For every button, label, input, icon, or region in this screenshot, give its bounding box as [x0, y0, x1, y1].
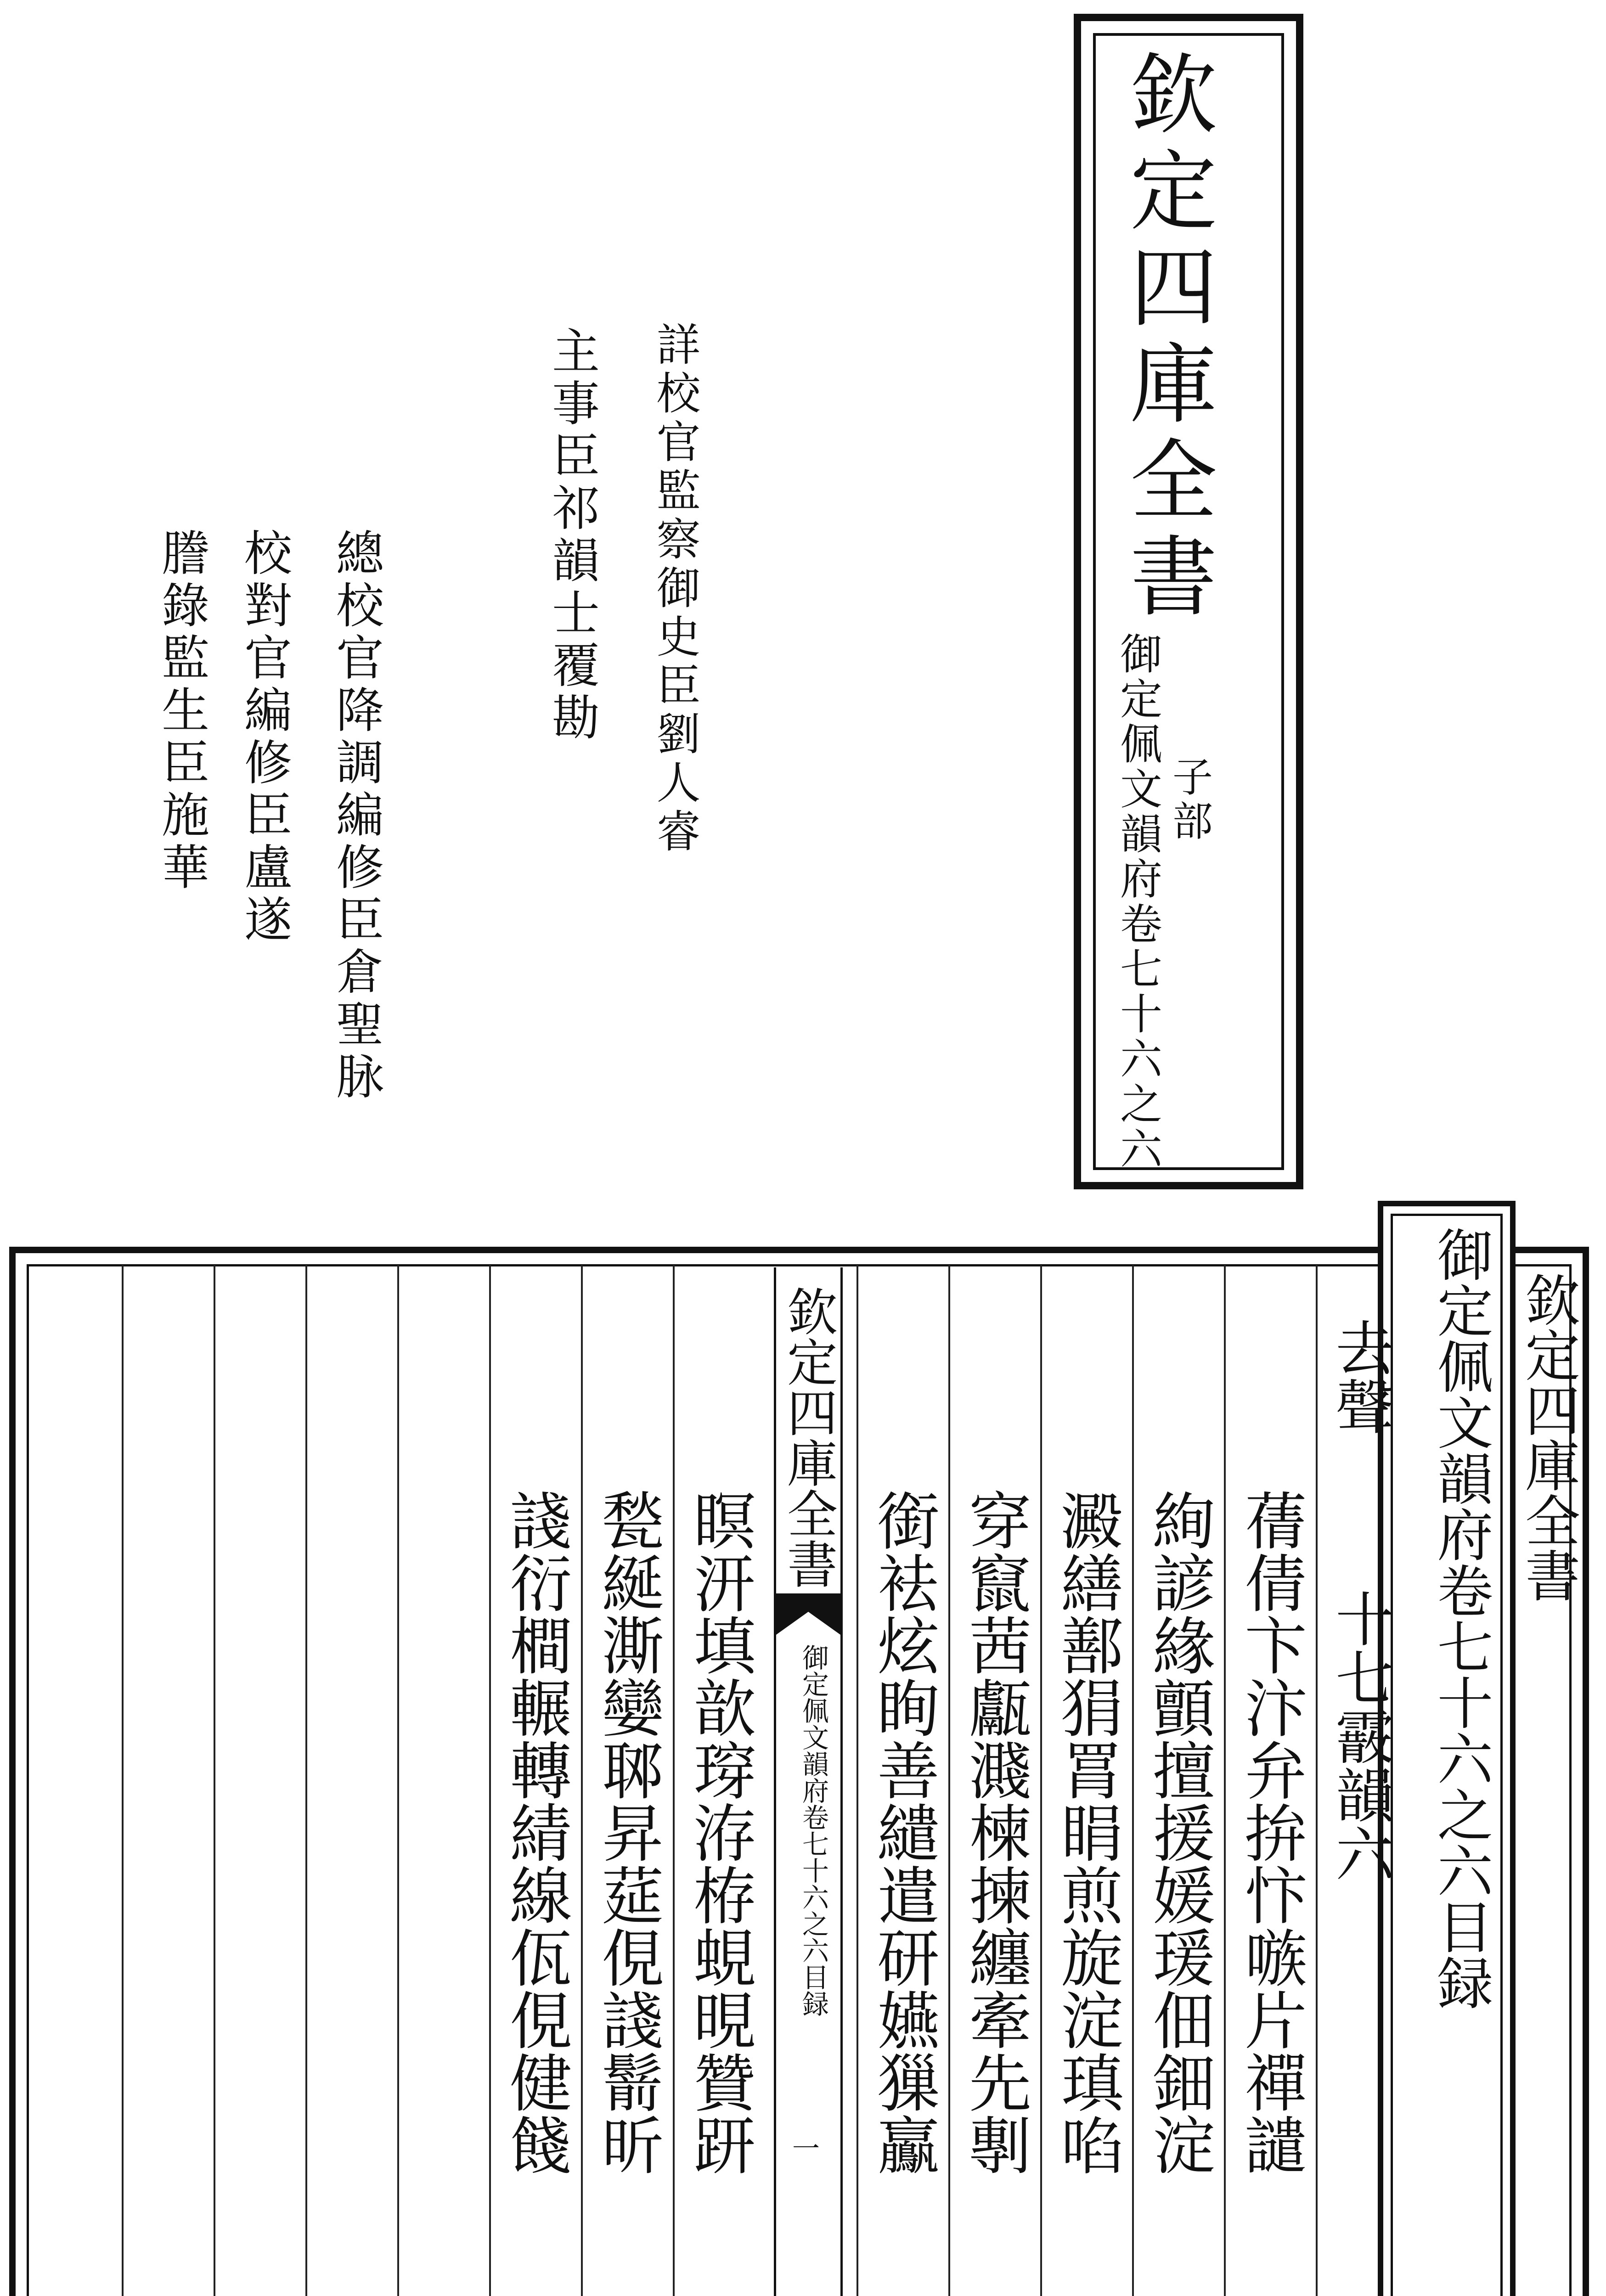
character-column: 絢諺緣顫擅援媛瑗佃鈿淀	[1142, 1489, 1214, 2176]
column-rule	[305, 1265, 307, 2296]
character-column: 澱繕鄯狷罥睊煎旋淀瑱啗	[1050, 1489, 1122, 2176]
title-slip	[1074, 14, 1303, 1189]
section-label: 子部	[1166, 756, 1213, 844]
column-rule	[397, 1265, 399, 2296]
column-rule	[214, 1265, 215, 2296]
center-volume-label: 御定佩文韻府卷七十六之六目録	[798, 1644, 829, 2017]
fishtail-mark	[776, 1593, 840, 1635]
center-book-title: 欽定四庫全書	[779, 1286, 838, 1589]
tone-heading: 去聲	[1325, 1318, 1394, 1435]
character-column: 蒨倩卞汴弁拚忭嗾片禪譴	[1234, 1489, 1306, 2176]
character-column: 瞑汧填歆瑏洊栫蜆晛贊趼	[682, 1489, 755, 2176]
book-title: 欽定四庫全書	[1116, 49, 1217, 627]
volume-subtitle: 御定佩文韻府卷七十六之六	[1113, 632, 1162, 1172]
column-rule	[122, 1265, 124, 2296]
credit-supervisor: 主事臣祁韻士覆勘	[544, 326, 600, 745]
rhyme-heading: 十七霰韻六	[1325, 1589, 1394, 1883]
credit-copyist: 謄錄監生臣施華	[153, 528, 209, 895]
character-column: 諓衍橺輾轉綪線佤俔健餞	[499, 1489, 571, 2176]
edge-book-title: 欽定四庫全書	[1516, 1272, 1580, 1603]
credit-proofreader: 校對官編修臣盧遂	[236, 528, 292, 947]
column-rule	[1316, 1265, 1318, 2296]
character-column: 穿竄茜甗濺楝揀纏牽先剸	[958, 1489, 1031, 2176]
credit-chief-proofreader: 總校官降調編修臣倉聖脉	[328, 528, 384, 1104]
leaf-number: 一	[792, 2133, 820, 2165]
volume-heading: 御定佩文韻府卷七十六之六目録	[1428, 1226, 1493, 2010]
character-column: 甃綖澌孌郰昇莚俔諓鬋昕	[591, 1489, 663, 2176]
credit-reviewer: 詳校官監察御史臣劉人睿	[649, 321, 701, 857]
character-column: 銜袪炫眴善繾遣研嬿㺐鸁	[866, 1489, 939, 2176]
